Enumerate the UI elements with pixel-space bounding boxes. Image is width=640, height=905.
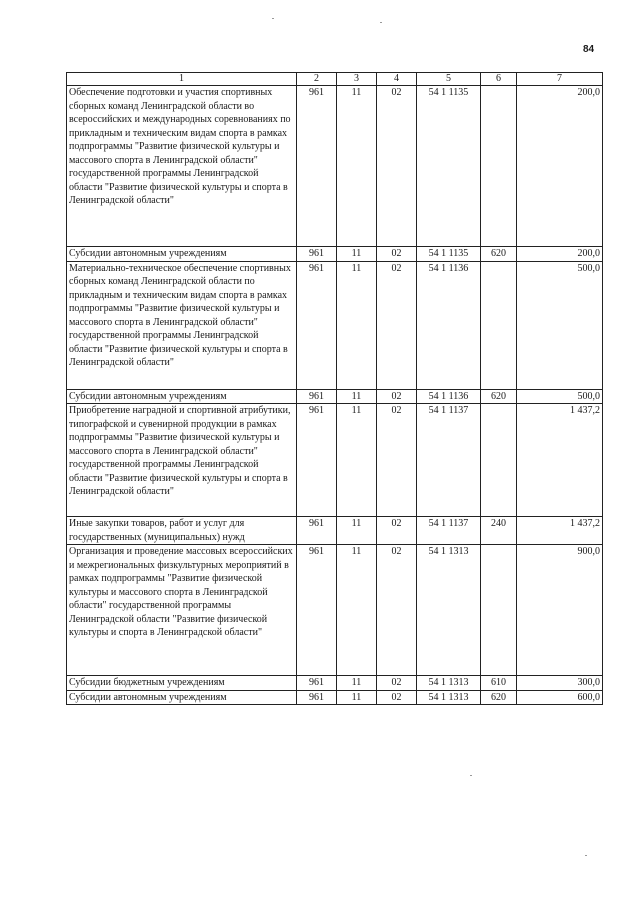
table-row xyxy=(67,690,603,705)
cell-target-code: 54 1 1137 xyxy=(417,517,481,545)
cell-expense-type xyxy=(481,86,517,247)
table-row xyxy=(67,86,603,247)
cell-expense-type: 620 xyxy=(481,389,517,404)
row-name: Субсидии автономным учреждениям xyxy=(67,247,297,262)
row-name: Субсидии автономным учреждениям xyxy=(67,690,297,705)
cell-ministry: 961 xyxy=(297,247,337,262)
table-row xyxy=(67,404,603,517)
cell-target-code: 54 1 1137 xyxy=(417,404,481,517)
budget-table xyxy=(66,72,603,705)
cell-section: 11 xyxy=(337,690,377,705)
cell-ministry: 961 xyxy=(297,261,337,389)
row-name: Обеспечение подготовки и участия спортивных сборных команд Ленинградской области во всероссийских и международных соревнованиях по прикладным и техническим видам спорта в рамках подпрограммы "Развитие физической культуры и массового спорта в Ленинградской области" государственной программы Ленинградской области "Развитие физической культуры и спорта в Ленинградской области" xyxy=(67,86,297,247)
cell-target-code: 54 1 1313 xyxy=(417,676,481,691)
cell-subsection: 02 xyxy=(377,545,417,676)
cell-amount: 900,0 xyxy=(517,545,603,676)
column-header: 6 xyxy=(481,73,517,86)
cell-amount: 1 437,2 xyxy=(517,517,603,545)
row-name: Иные закупки товаров, работ и услуг для государственных (муниципальных) нужд xyxy=(67,517,297,545)
cell-subsection: 02 xyxy=(377,690,417,705)
cell-target-code: 54 1 1135 xyxy=(417,247,481,262)
cell-section: 11 xyxy=(337,261,377,389)
column-header: 4 xyxy=(377,73,417,86)
cell-section: 11 xyxy=(337,517,377,545)
cell-section: 11 xyxy=(337,676,377,691)
cell-subsection: 02 xyxy=(377,261,417,389)
row-name: Субсидии автономным учреждениям xyxy=(67,389,297,404)
table-header-row xyxy=(67,73,603,86)
cell-expense-type xyxy=(481,261,517,389)
cell-expense-type xyxy=(481,545,517,676)
cell-ministry: 961 xyxy=(297,517,337,545)
cell-ministry: 961 xyxy=(297,676,337,691)
cell-amount: 200,0 xyxy=(517,86,603,247)
cell-amount: 200,0 xyxy=(517,247,603,262)
table-row xyxy=(67,545,603,676)
cell-amount: 500,0 xyxy=(517,389,603,404)
cell-ministry: 961 xyxy=(297,389,337,404)
scan-speck xyxy=(470,775,472,776)
column-header: 3 xyxy=(337,73,377,86)
cell-subsection: 02 xyxy=(377,389,417,404)
table-row xyxy=(67,676,603,691)
cell-section: 11 xyxy=(337,389,377,404)
cell-expense-type: 620 xyxy=(481,247,517,262)
cell-section: 11 xyxy=(337,247,377,262)
row-name: Материально-техническое обеспечение спортивных сборных команд Ленинградской области по прикладным и техническим видам спорта в рамках подпрограммы "Развитие физической культуры и массового спорта в Ленинградской области" государственной программы Ленинградской области "Развитие физической культуры и спорта в Ленинградской области" xyxy=(67,261,297,389)
cell-target-code: 54 1 1313 xyxy=(417,545,481,676)
cell-subsection: 02 xyxy=(377,247,417,262)
row-name: Организация и проведение массовых всероссийских и межрегиональных физкультурных мероприятий в рамках подпрограммы "Развитие физической культуры и массового спорта в Ленинградской области" государственной программы Ленинградской области "Развитие физической культуры и спорта в Ленинградской области" xyxy=(67,545,297,676)
cell-expense-type: 240 xyxy=(481,517,517,545)
cell-ministry: 961 xyxy=(297,86,337,247)
cell-subsection: 02 xyxy=(377,517,417,545)
cell-subsection: 02 xyxy=(377,404,417,517)
cell-ministry: 961 xyxy=(297,690,337,705)
cell-ministry: 961 xyxy=(297,545,337,676)
cell-section: 11 xyxy=(337,404,377,517)
cell-amount: 1 437,2 xyxy=(517,404,603,517)
cell-subsection: 02 xyxy=(377,86,417,247)
cell-section: 11 xyxy=(337,545,377,676)
cell-target-code: 54 1 1136 xyxy=(417,261,481,389)
scan-speck xyxy=(585,855,587,856)
cell-amount: 300,0 xyxy=(517,676,603,691)
scan-speck xyxy=(380,22,382,23)
row-name: Субсидии бюджетным учреждениям xyxy=(67,676,297,691)
cell-expense-type: 610 xyxy=(481,676,517,691)
cell-expense-type: 620 xyxy=(481,690,517,705)
column-header: 7 xyxy=(517,73,603,86)
table-row xyxy=(67,261,603,389)
scan-speck xyxy=(272,18,274,19)
table-row xyxy=(67,247,603,262)
table-row xyxy=(67,389,603,404)
cell-ministry: 961 xyxy=(297,404,337,517)
cell-target-code: 54 1 1136 xyxy=(417,389,481,404)
cell-section: 11 xyxy=(337,86,377,247)
column-header: 5 xyxy=(417,73,481,86)
cell-amount: 500,0 xyxy=(517,261,603,389)
cell-subsection: 02 xyxy=(377,676,417,691)
column-header: 1 xyxy=(67,73,297,86)
page-number: 84 xyxy=(583,44,595,55)
row-name: Приобретение наградной и спортивной атрибутики, типографской и сувенирной продукции в рамках подпрограммы "Развитие физической культуры и массового спорта в Ленинградской области" государственной программы Ленинградской области "Развитие физической культуры и спорта в Ленинградской области" xyxy=(67,404,297,517)
cell-target-code: 54 1 1313 xyxy=(417,690,481,705)
cell-target-code: 54 1 1135 xyxy=(417,86,481,247)
table-row xyxy=(67,517,603,545)
cell-expense-type xyxy=(481,404,517,517)
cell-amount: 600,0 xyxy=(517,690,603,705)
column-header: 2 xyxy=(297,73,337,86)
